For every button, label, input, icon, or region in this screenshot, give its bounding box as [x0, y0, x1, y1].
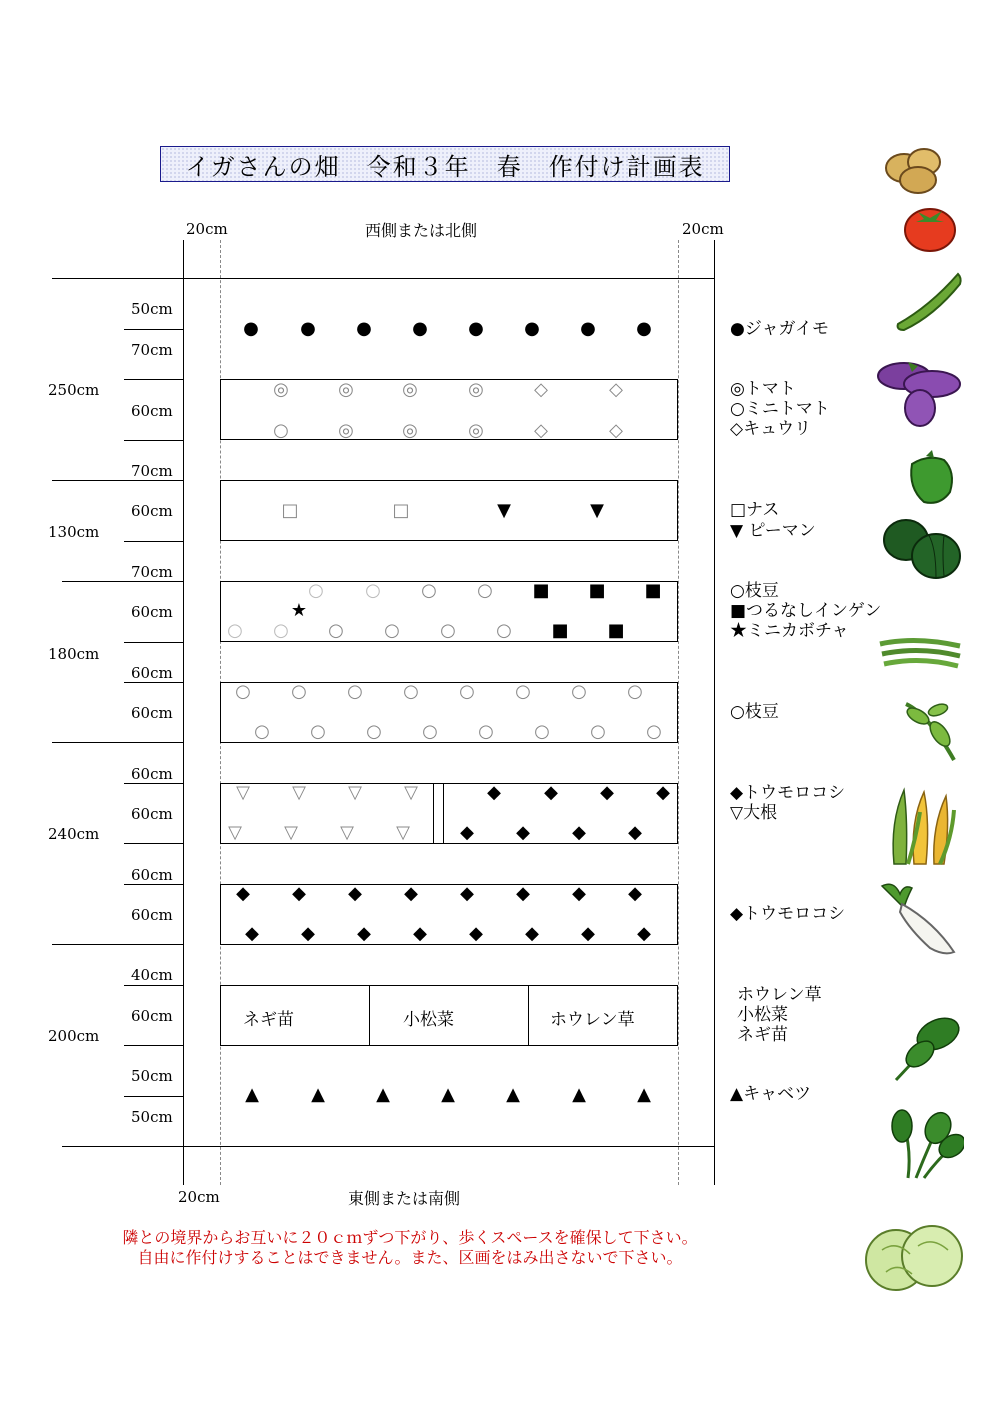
cabbage-mark: ▲	[572, 1084, 586, 1105]
row-label: 60cm	[131, 906, 173, 924]
bean-mark: ■	[607, 620, 625, 641]
green-beans-icon	[876, 632, 964, 672]
row-label: 50cm	[131, 1108, 173, 1126]
row-label: 60cm	[131, 603, 173, 621]
potato-mark: ●	[580, 318, 596, 339]
daikon-mark: ▽	[340, 822, 354, 843]
edamame-mark: ○	[440, 620, 456, 641]
tomato-mark: ◎	[468, 379, 484, 400]
daikon-mark: ▽	[228, 822, 242, 843]
pepper-mark: ▼	[590, 500, 604, 521]
row-tick	[124, 985, 184, 986]
section-total: 240cm	[48, 825, 100, 843]
bed-divider	[443, 783, 444, 844]
edamame-mark: ○	[308, 580, 324, 601]
pepper-mark: ▼	[497, 500, 511, 521]
notice-line-2: 自由に作付けすることはできません。また、区画をはみ出さないで下さい。	[137, 1248, 683, 1267]
edamame-mark: ○	[646, 721, 662, 742]
corn-icon	[880, 782, 966, 868]
row-tick	[124, 440, 184, 441]
edamame-mark: ○	[515, 681, 531, 702]
row-label: 60cm	[131, 402, 173, 420]
field-top-line	[52, 278, 714, 279]
tomato-mark: ◎	[338, 420, 354, 441]
pumpkin-icon	[882, 512, 964, 582]
field-bottom-line	[62, 1146, 714, 1147]
corn-mark: ◆	[516, 822, 530, 843]
edamame-mark: ○	[459, 681, 475, 702]
bed-divider	[433, 783, 434, 844]
corn-mark: ◆	[236, 883, 250, 904]
legend-tomato: ◎トマト	[730, 379, 796, 399]
tomato-mark: ◎	[338, 379, 354, 400]
corn-mark: ◆	[544, 782, 558, 803]
legend-bean: ■つるなしインゲン	[730, 601, 882, 621]
row-label: 60cm	[131, 664, 173, 682]
potato-mark: ●	[468, 318, 484, 339]
row-label: 60cm	[131, 502, 173, 520]
cabbage-mark: ▲	[376, 1084, 390, 1105]
row-label: 60cm	[131, 765, 173, 783]
edamame-mark: ○	[627, 681, 643, 702]
cabbage-icon	[862, 1210, 966, 1296]
legend-cucumber: ◇キュウリ	[730, 419, 812, 439]
legend-komatsuna: 小松菜	[737, 1005, 788, 1025]
corn-mark: ◆	[469, 923, 483, 944]
row-label: 60cm	[131, 866, 173, 884]
cucumber-icon	[890, 266, 965, 334]
legend-pumpkin: ★ミニカボチャ	[730, 621, 849, 641]
legend-potato: ●ジャガイモ	[730, 319, 829, 339]
daikon-mark: ▽	[348, 782, 362, 803]
eggplant-icon	[874, 352, 966, 430]
row-tick	[124, 843, 184, 844]
edamame-mark: ○	[310, 721, 326, 742]
eggplant-mark: □	[281, 500, 299, 521]
edamame-mark: ○	[422, 721, 438, 742]
edamame-mark: ○	[365, 580, 381, 601]
bed-cell-negi: ネギ苗	[243, 1010, 294, 1030]
corn-mark: ◆	[516, 883, 530, 904]
tomato-mark: ◎	[468, 420, 484, 441]
row-tick	[124, 642, 184, 643]
bean-mark: ■	[551, 620, 569, 641]
edamame-mark: ○	[273, 620, 289, 641]
potato-mark: ●	[636, 318, 652, 339]
cabbage-mark: ▲	[506, 1084, 520, 1105]
eggplant-mark: □	[392, 500, 410, 521]
corn-mark: ◆	[628, 822, 642, 843]
section-divider	[52, 742, 184, 743]
corn-mark: ◆	[292, 883, 306, 904]
daikon-mark: ▽	[396, 822, 410, 843]
section-total: 180cm	[48, 645, 100, 663]
corn-mark: ◆	[600, 782, 614, 803]
notice-line-1: 隣との境界からお互いに２０ｃｍずつ下がり、歩くスペースを確保して下さい。	[122, 1228, 698, 1247]
legend-spinach: ホウレン草	[737, 985, 822, 1005]
row-tick	[124, 379, 184, 380]
row-label: 70cm	[131, 462, 173, 480]
legend-corn: ◆トウモロコシ	[730, 783, 846, 803]
green-pepper-icon	[900, 448, 960, 508]
daikon-mark: ▽	[236, 782, 250, 803]
row-tick	[124, 783, 184, 784]
corn-mark: ◆	[460, 822, 474, 843]
cabbage-mark: ▲	[245, 1084, 259, 1105]
tomato-mark: ◎	[273, 379, 289, 400]
tomato-mark: ◎	[402, 379, 418, 400]
corn-mark: ◆	[413, 923, 427, 944]
row-tick	[124, 541, 184, 542]
section-total: 200cm	[48, 1027, 100, 1045]
corn-mark: ◆	[656, 782, 670, 803]
edamame-icon	[898, 694, 964, 770]
bean-mark: ■	[644, 580, 662, 601]
row-label: 70cm	[131, 563, 173, 581]
corn-mark: ◆	[357, 923, 371, 944]
margin-label-top-left: 20cm	[186, 220, 228, 238]
cucumber-mark: ◇	[534, 379, 548, 400]
section-divider	[52, 944, 184, 945]
bean-mark: ■	[588, 580, 606, 601]
potato-mark: ●	[524, 318, 540, 339]
direction-top: 西側または北側	[365, 221, 478, 240]
cucumber-mark: ◇	[534, 420, 548, 441]
potato-mark: ●	[243, 318, 259, 339]
cucumber-mark: ◇	[609, 379, 623, 400]
walkway-line-right	[678, 240, 679, 1185]
row-label: 60cm	[131, 704, 173, 722]
corn-mark: ◆	[572, 822, 586, 843]
edamame-mark: ○	[571, 681, 587, 702]
bed-cell-komatsuna: 小松菜	[403, 1010, 454, 1030]
corn-mark: ◆	[637, 923, 651, 944]
cabbage-mark: ▲	[441, 1084, 455, 1105]
row-tick	[124, 1096, 184, 1097]
edamame-mark: ○	[227, 620, 243, 641]
edamame-mark: ○	[477, 580, 493, 601]
edamame-mark: ○	[384, 620, 400, 641]
bed-divider	[369, 985, 370, 1046]
cabbage-mark: ▲	[637, 1084, 651, 1105]
legend-edamame: ○枝豆	[730, 581, 779, 601]
potato-mark: ●	[412, 318, 428, 339]
edamame-mark: ○	[534, 721, 550, 742]
legend-corn-2: ◆トウモロコシ	[730, 904, 846, 924]
daikon-mark: ▽	[284, 822, 298, 843]
corn-mark: ◆	[245, 923, 259, 944]
edamame-mark: ○	[328, 620, 344, 641]
section-total: 250cm	[48, 381, 100, 399]
margin-label-top-right: 20cm	[682, 220, 724, 238]
edamame-mark: ○	[347, 681, 363, 702]
direction-bottom: 東側または南側	[348, 1189, 461, 1208]
daikon-mark: ▽	[404, 782, 418, 803]
bed-divider	[528, 985, 529, 1046]
corn-mark: ◆	[460, 883, 474, 904]
legend-negi: ネギ苗	[737, 1025, 788, 1045]
corn-mark: ◆	[581, 923, 595, 944]
notice-text	[60, 1228, 760, 1268]
daikon-mark: ▽	[292, 782, 306, 803]
corn-mark: ◆	[487, 782, 501, 803]
legend-pepper: ▼ ピーマン	[730, 521, 816, 541]
legend-eggplant: □ナス	[730, 500, 780, 520]
page-title: イガさんの畑 令和３年 春 作付け計画表	[160, 146, 730, 182]
bean-mark: ■	[532, 580, 550, 601]
edamame-mark: ○	[366, 721, 382, 742]
section-divider	[62, 581, 184, 582]
corn-mark: ◆	[348, 883, 362, 904]
daikon-icon	[874, 878, 962, 958]
edamame-mark: ○	[291, 681, 307, 702]
edamame-mark: ○	[496, 620, 512, 641]
corn-mark: ◆	[525, 923, 539, 944]
corn-mark: ◆	[404, 883, 418, 904]
potato-mark: ●	[356, 318, 372, 339]
legend-cabbage: ▲キャベツ	[730, 1084, 812, 1104]
row-tick	[124, 682, 184, 683]
cabbage-mark: ▲	[311, 1084, 325, 1105]
tomato-mark: ◎	[402, 420, 418, 441]
pumpkin-mark: ★	[290, 600, 308, 621]
row-label: 70cm	[131, 341, 173, 359]
corn-mark: ◆	[628, 883, 642, 904]
potato-icon	[880, 138, 950, 198]
edamame-mark: ○	[478, 721, 494, 742]
edamame-mark: ○	[590, 721, 606, 742]
boundary-line-right	[714, 240, 715, 1185]
margin-label-bottom: 20cm	[178, 1188, 220, 1206]
row-label: 50cm	[131, 300, 173, 318]
legend-edamame-2: ○枝豆	[730, 702, 779, 722]
corn-mark: ◆	[301, 923, 315, 944]
row-label: 50cm	[131, 1067, 173, 1085]
edamame-mark: ○	[421, 580, 437, 601]
komatsuna-icon	[884, 1108, 964, 1184]
row-tick	[124, 884, 184, 885]
legend-minitomato: ○ミニトマト	[730, 399, 830, 419]
cucumber-mark: ◇	[609, 420, 623, 441]
boundary-line-left	[183, 240, 184, 1185]
edamame-mark: ○	[235, 681, 251, 702]
corn-mark: ◆	[572, 883, 586, 904]
tomato-icon	[900, 202, 960, 254]
section-divider	[52, 480, 184, 481]
minitomato-mark: ○	[273, 420, 289, 441]
edamame-mark: ○	[403, 681, 419, 702]
row-tick	[124, 1045, 184, 1046]
row-label: 60cm	[131, 1007, 173, 1025]
edamame-mark: ○	[254, 721, 270, 742]
row-label: 60cm	[131, 805, 173, 823]
section-total: 130cm	[48, 523, 100, 541]
row-label: 40cm	[131, 966, 173, 984]
bed-cell-spinach: ホウレン草	[550, 1010, 635, 1030]
legend-daikon: ▽大根	[730, 803, 778, 823]
spinach-icon	[890, 1008, 968, 1084]
row-tick	[124, 329, 184, 330]
potato-mark: ●	[300, 318, 316, 339]
